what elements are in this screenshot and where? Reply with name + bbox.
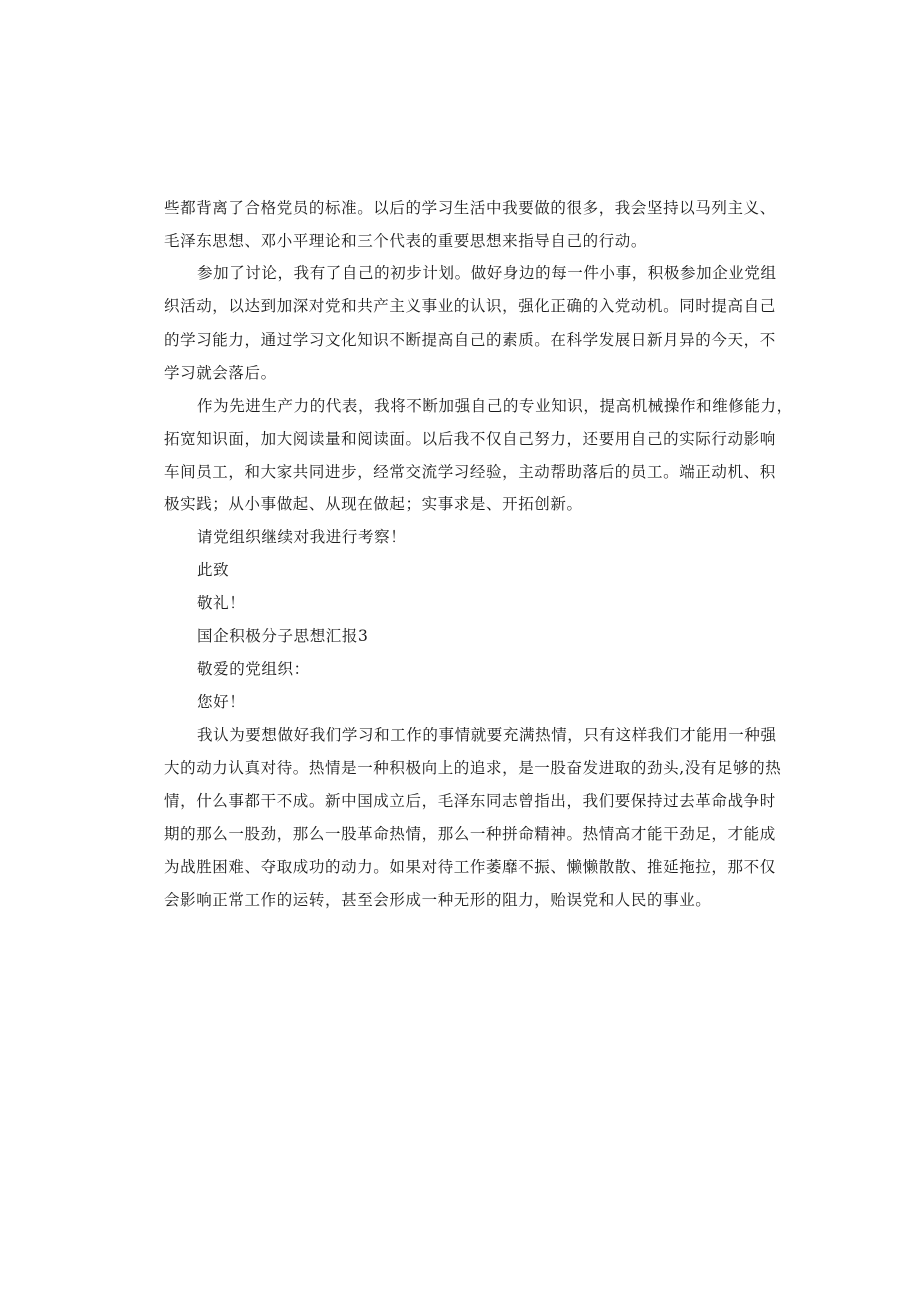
greeting: 您好！: [197, 693, 246, 711]
salutation: 敬爱的党组织：: [197, 660, 310, 678]
text-line: 拓宽知识面，加大阅读量和阅读面。以后我不仅自己努力，还要用自己的实际行动影响: [164, 430, 776, 448]
paragraph-start: 参加了讨论，我有了自己的初步计划。做好身边的每一件小事，积极参加企业党组: [197, 264, 777, 282]
text-line: 些都背离了合格党员的标准。以后的学习生活中我要做的很多，我会坚持以马列主义、: [164, 199, 776, 217]
request-line: 请党组织继续对我进行考察！: [197, 528, 407, 546]
text-line: 学习就会落后。: [164, 364, 277, 382]
text-line: 期的那么一股劲，那么一股革命热情，那么一种拼命精神。热情高才能干劲足，才能成: [164, 825, 776, 843]
paragraph-start: 作为先进生产力的代表，我将不断加强自己的专业知识，提高机械操作和维修能力，: [197, 397, 793, 415]
text-line: 极实践；从小事做起、从现在做起；实事求是、开拓创新。: [164, 495, 583, 513]
section-title: 国企积极分子思想汇报3: [197, 627, 369, 645]
text-line: 的学习能力，通过学习文化知识不断提高自己的素质。在科学发展日新月异的今天，不: [164, 331, 776, 349]
text-line: 织活动，以达到加深对党和共产主义事业的认识，强化正确的入党动机。同时提高自己: [164, 297, 776, 315]
text-line: 毛泽东思想、邓小平理论和三个代表的重要思想来指导自己的行动。: [164, 232, 648, 250]
text-line: 车间员工，和大家共同进步，经常交流学习经验，主动帮助落后的员工。端正动机、积: [164, 463, 776, 481]
text-line: 会影响正常工作的运转，甚至会形成一种无形的阻力，贻误党和人民的事业。: [164, 891, 712, 909]
closing-salutation: 此致: [197, 561, 230, 579]
closing-regards: 敬礼！: [197, 594, 246, 612]
text-line: 大的动力认真对待。热情是一种积极向上的追求，是一股奋发进取的劲头,没有足够的热: [164, 759, 782, 777]
paragraph-start: 我认为要想做好我们学习和工作的事情就要充满热情，只有这样我们才能用一种强: [197, 726, 777, 744]
text-line: 为战胜困难、夺取成功的动力。如果对待工作萎靡不振、懒懒散散、推延拖拉，那不仅: [164, 858, 776, 876]
text-line: 情，什么事都干不成。新中国成立后，毛泽东同志曾指出，我们要保持过去革命战争时: [164, 792, 776, 810]
